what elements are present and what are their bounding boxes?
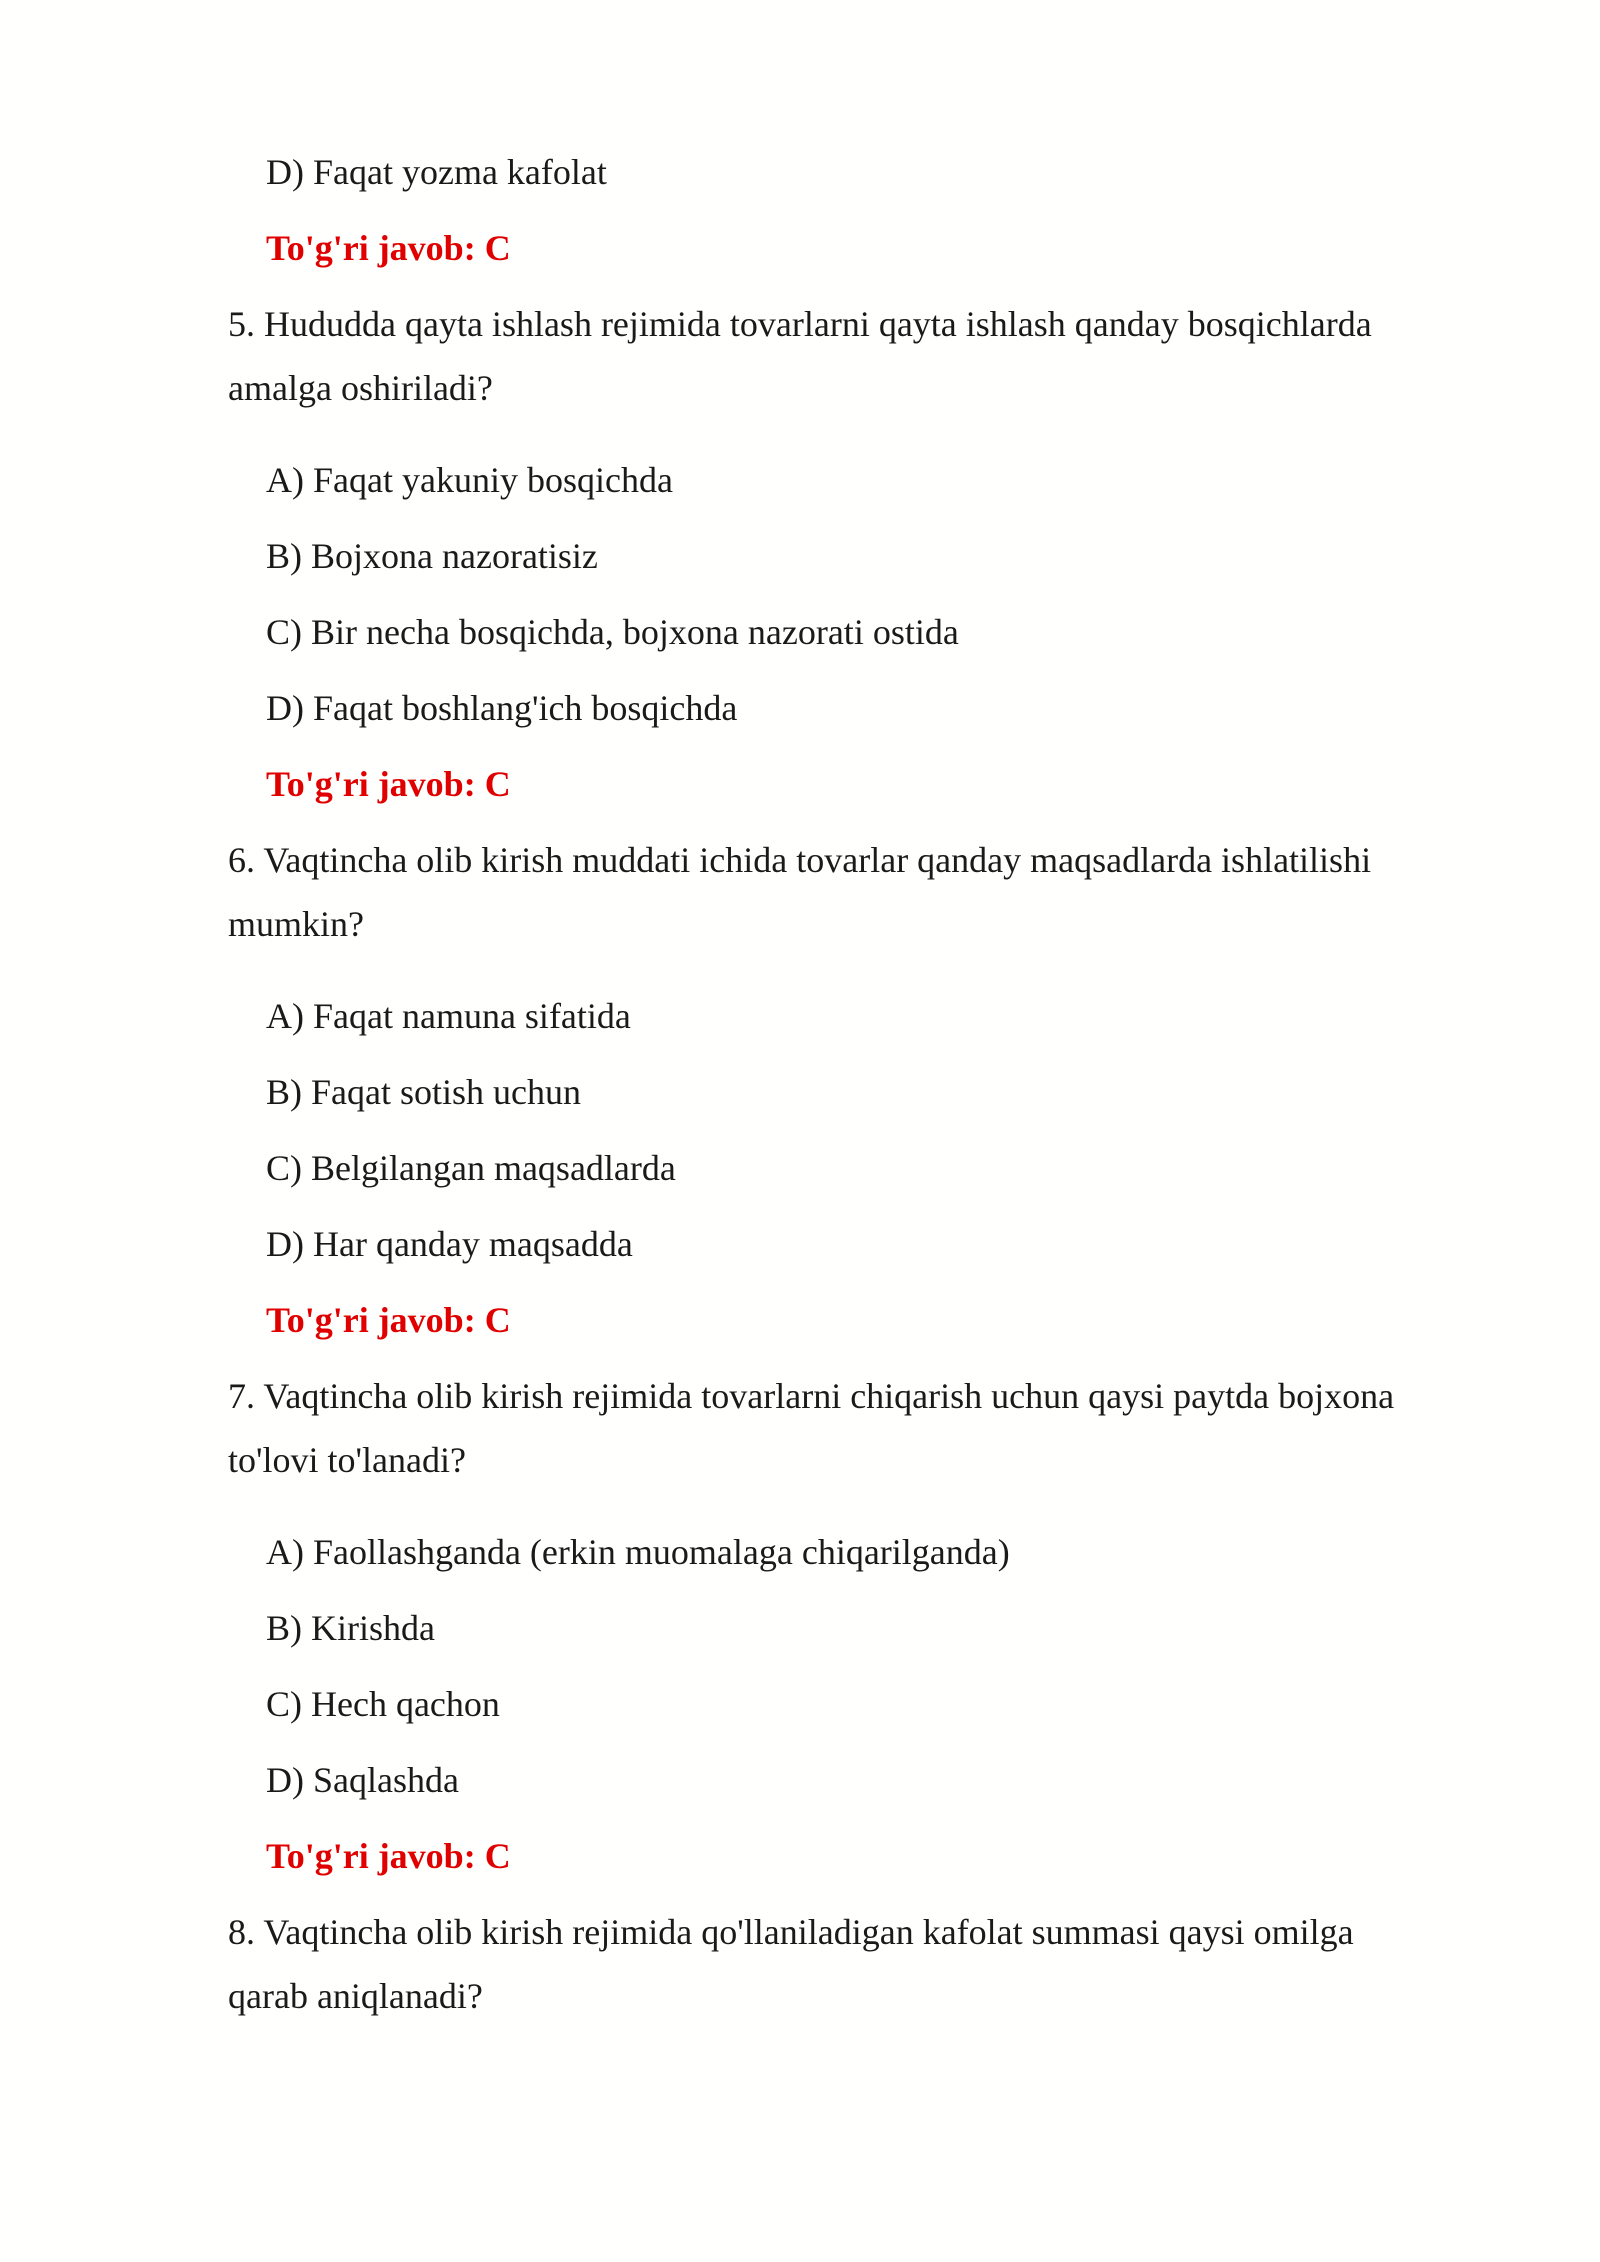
option-d-prev: D) Faqat yozma kafolat xyxy=(266,152,607,192)
question-7-option-d: D) Saqlashda xyxy=(266,1760,459,1800)
question-8-text-cont: qarab aniqlanadi? xyxy=(228,1976,483,2016)
question-6-text: 6. Vaqtincha olib kirish muddati ichida tovarlar qanday maqsadlarda ishlatilishi xyxy=(228,840,1372,880)
question-5-option-d: D) Faqat boshlang'ich bosqichda xyxy=(266,688,738,728)
correct-answer-5: To'g'ri javob: C xyxy=(266,764,511,804)
correct-answer-4: To'g'ri javob: C xyxy=(266,228,511,268)
question-7-text: 7. Vaqtincha olib kirish rejimida tovarlarni chiqarish uchun qaysi paytda bojxona xyxy=(228,1376,1395,1416)
question-6-option-d: D) Har qanday maqsadda xyxy=(266,1224,633,1264)
question-5-option-b: B) Bojxona nazoratisiz xyxy=(266,536,598,576)
question-7-option-c: C) Hech qachon xyxy=(266,1684,500,1724)
correct-answer-6: To'g'ri javob: C xyxy=(266,1300,511,1340)
question-6-text-cont: mumkin? xyxy=(228,904,364,944)
question-5-option-c: C) Bir necha bosqichda, bojxona nazorati ostida xyxy=(266,612,959,652)
question-6-option-c: C) Belgilangan maqsadlarda xyxy=(266,1148,676,1188)
question-5-text: 5. Hududda qayta ishlash rejimida tovarlarni qayta ishlash qanday bosqichlarda xyxy=(228,304,1372,344)
question-5-text-cont: amalga oshiriladi? xyxy=(228,368,493,408)
question-6-option-b: B) Faqat sotish uchun xyxy=(266,1072,581,1112)
question-5-option-a: A) Faqat yakuniy bosqichda xyxy=(266,460,673,500)
question-6-option-a: A) Faqat namuna sifatida xyxy=(266,996,631,1036)
question-7-text-cont: to'lovi to'lanadi? xyxy=(228,1440,466,1480)
question-7-option-a: A) Faollashganda (erkin muomalaga chiqarilganda) xyxy=(266,1532,1010,1572)
correct-answer-7: To'g'ri javob: C xyxy=(266,1836,511,1876)
question-8-text: 8. Vaqtincha olib kirish rejimida qo'llaniladigan kafolat summasi qaysi omilga xyxy=(228,1912,1354,1952)
question-7-option-b: B) Kirishda xyxy=(266,1608,435,1648)
